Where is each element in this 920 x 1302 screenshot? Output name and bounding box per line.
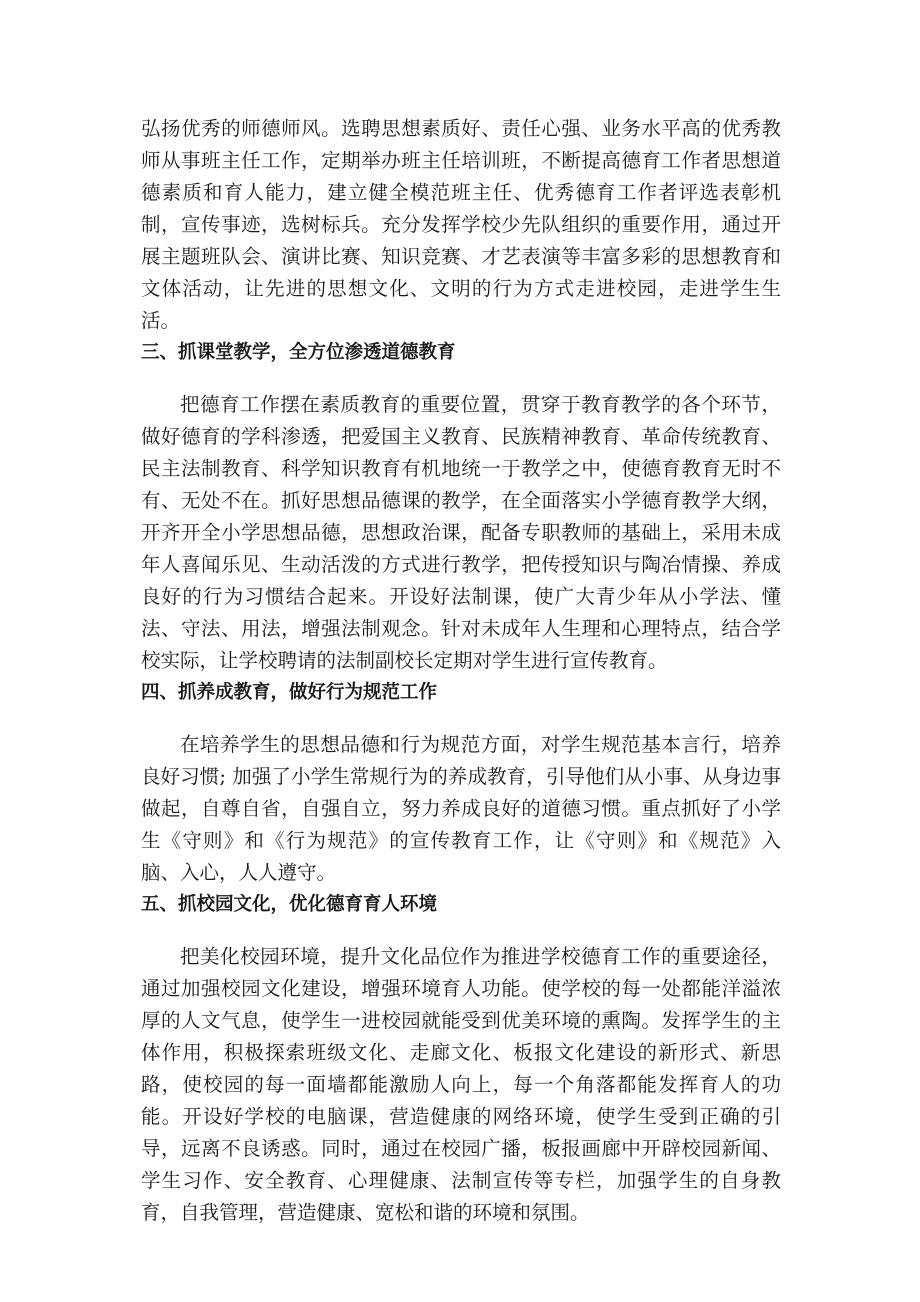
section-body-4: 在培养学生的思想品德和行为规范方面，对学生规范基本言行，培养良好习惯; 加强了小学生常规行为的养成教育，引导他们从小事、从身边事做起，自尊自省，自强自立，努力养成良好的道德习惯。重点抓好了小学生《守则》和《行为规范》的宣传教育工作，让《守则》和《规范》入脑、入心，人人遵守。 bbox=[141, 733, 781, 884]
section-body-5: 把美化校园环境，提升文化品位作为推进学校德育工作的重要途径，通过加强校园文化建设，增强环境育人功能。使学校的每一处都能洋溢浓厚的人文气息，使学生一进校园就能受到优美环境的熏陶。发挥学生的主体作用，积极探索班级文化、走廊文化、板报文化建设的新形式、新思路，使校园的每一面墙都能激励人向上，每一个角落都能发挥育人的功能。开设好学校的电脑课，营造健康的网络环境，使学生受到正确的引导，远离不良诱惑。同时，通过在校园广播，板报画廊中开辟校园新闻、学生习作、安全教育、心理健康、法制宣传等专栏，加强学生的自身教育，自我管理，营造健康、宽松和谐的环境和氛围。 bbox=[141, 945, 781, 1224]
spacer bbox=[141, 709, 781, 729]
section-body-3: 把德育工作摆在素质教育的重要位置，贯穿于教育教学的各个环节，做好德育的学科渗透，把爱国主义教育、民族精神教育、革命传统教育、民主法制教育、科学知识教育有机地统一于教学之中，使德育教育无时不有、无处不在。抓好思想品德课的教学，在全面落实小学德育教学大纲，开齐开全小学思想品德，思想政治课，配备专职教师的基础上，采用未成年人喜闻乐见、生动活泼的方式进行教学，把传授知识与陶冶情操、养成良好的行为习惯结合起来。开设好法制课，使广大青少年从小学法、懂法、守法、用法，增强法制观念。针对未成年人生理和心理特点，结合学校实际，让学校聘请的法制副校长定期对学生进行宣传教育。 bbox=[141, 393, 781, 672]
document-body bbox=[141, 113, 781, 1229]
section-heading-4: 四、抓养成教育，做好行为规范工作 bbox=[141, 682, 438, 703]
section-heading-3: 三、抓课堂教学，全方位渗透道德教育 bbox=[141, 342, 456, 363]
spacer bbox=[141, 921, 781, 941]
intro-paragraph: 弘扬优秀的师德师风。选聘思想素质好、责任心强、业务水平高的优秀教师从事班主任工作，定期举办班主任培训班，不断提高德育工作者思想道德素质和育人能力，建立健全模范班主任、优秀德育工作者评选表彰机制，宣传事迹，选树标兵。充分发挥学校少先队组织的重要作用，通过开展主题班队会、演讲比赛、知识竞赛、才艺表演等丰富多彩的思想教育和文体活动，让先进的思想文化、文明的行为方式走进校园，走进学生生活。 bbox=[141, 117, 781, 332]
section-heading-5: 五、抓校园文化，优化德育育人环境 bbox=[141, 894, 438, 915]
spacer bbox=[141, 369, 781, 389]
